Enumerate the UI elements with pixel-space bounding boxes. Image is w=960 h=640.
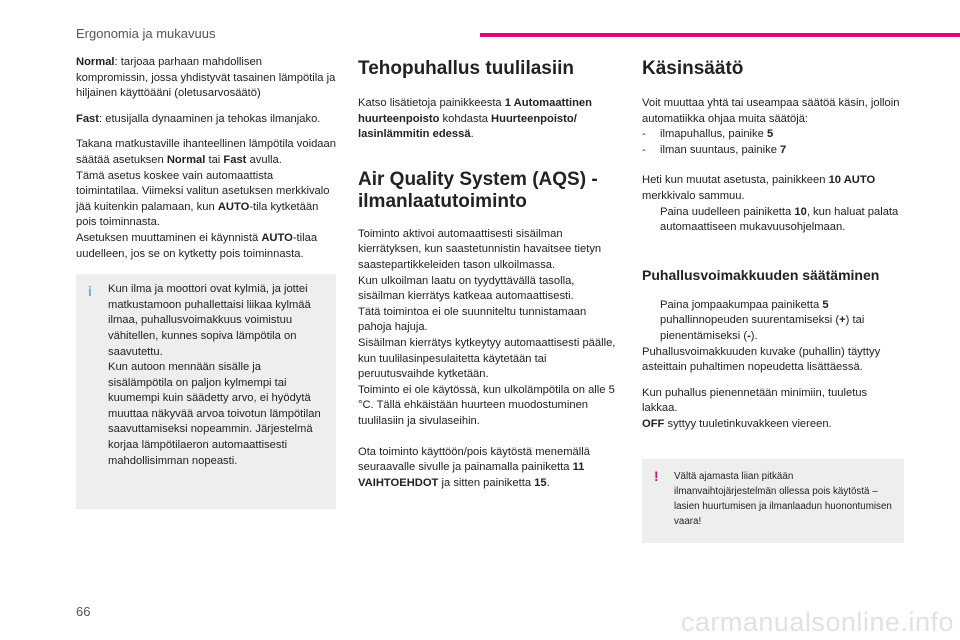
section-title: Ergonomia ja mukavuus	[76, 26, 216, 41]
paragraph-fan-icon: Puhallusvoimakkuuden kuvake (puhallin) täyttyy asteittain puhaltimen nopeudetta lisättäessä.	[642, 345, 881, 374]
column-right	[642, 58, 904, 543]
heading-tehopuhallus: Tehopuhallus tuulilasiin	[358, 58, 575, 79]
heading-aqs: Air Quality System (AQS) -ilmanlaatutoiminto	[358, 168, 598, 212]
bullet-press-fan: Paina jompaakumpaa painiketta 5 puhallinnopeuden suurentamiseksi (+) tai pienentämiseksi (-).	[660, 298, 865, 342]
paragraph-fan-min: Kun puhallus pienennetään minimiin, tuuletus lakkaa. OFF syttyy tuuletinkuvakkeen viereen.	[642, 386, 868, 430]
heading-kasinsaato: Käsinsäätö	[642, 58, 744, 79]
paragraph-fast: Fast: etusijalla dynaaminen ja tehokas ilmanjako.	[76, 112, 321, 125]
list-item-direction: - ilman suuntaus, painike 7	[642, 143, 787, 156]
paragraph-rear-passengers: Takana matkustaville ihanteellinen lämpötila voidaan säätää asetuksen Normal tai Fast avulla. Tämä asetus koskee vain automaattista toimintatilaa. Viimeksi valitun asetuksen merkkivalo jää kuitenkin palamaan, kun AUTO-tila kytketään pois toiminnasta. Asetuksen muuttaminen ei käynnistä AUTO-tilaa uudelleen, jos se on kytketty pois toiminnasta.	[76, 138, 336, 260]
warning-text: Vältä ajamasta liian pitkään ilmanvaihtojärjestelmän ollessa pois käytöstä – lasien huurtumisen ja ilmanlaadun huonontumisen vaara!	[674, 470, 892, 527]
column-left	[76, 55, 336, 509]
paragraph-tehopuhallus: Katso lisätietoja painikkeesta 1 Automaattinen huurteenpoisto kohdasta Huurteenpoisto/ lasinlämmitin edessä.	[358, 97, 592, 141]
column-middle	[358, 58, 622, 491]
page-number: 66	[76, 604, 91, 619]
watermark: carmanualsonline.info	[680, 607, 954, 637]
heading-puhallus: Puhallusvoimakkuuden säätäminen	[642, 266, 880, 283]
bullet-press-auto: Paina uudelleen painiketta 10, kun haluat palata automaattiseen mukavuusohjelmaan.	[660, 205, 899, 234]
info-text-1: Kun ilma ja moottori ovat kylmiä, ja jottei matkustamoon puhallettaisi liikaa kylmää ilmaa, puhallusvoimakkuus voimistuu vähitellen, kunnes sopiva lämpötila on saavutettu.	[108, 283, 311, 358]
paragraph-aqs-toggle: Ota toiminto käyttöön/pois käytöstä menemällä seuraavalle sivulle ja painamalla painiketta 11 VAIHTOEHDOT ja sitten painiketta 15.	[358, 445, 590, 489]
list-item-airflow: - ilmapuhallus, painike 5	[642, 128, 774, 141]
paragraph-auto-off: Heti kun muutat asetusta, painikkeen 10 AUTO merkkivalo sammuu.	[642, 174, 876, 202]
paragraph-aqs: Toiminto aktivoi automaattisesti sisäilman kierrätyksen, kun saastetunnistin havaitsee tietyn saastepartikkeleiden tason ulkoilmassa. Kun ulkoilman laatu on tyydyttävällä tasolla, sisäilman kierrätys katkeaa automaattisesti. Tätä toimintoa ei ole suunniteltu tunnistamaan pahoja hajuja. Sisäilman kierrätys kytkeytyy automaattisesti päälle, kun tuulilasinpesulaitetta käytetään tai peruutusvaihde kytketään. Toiminto ei ole käytössä, kun ulkolämpötila on alle 5 °C. Tällä ehkäistään huurteen muodostuminen tuulilasiin ja sivulaseihin.	[358, 227, 616, 427]
paragraph-normal: Normal: tarjoaa parhaan mahdollisen kompromissin, jossa yhdistyvät tasainen lämpötila ja hiljainen käyttöääni (oletusarvosäätö)	[76, 56, 336, 100]
info-box	[76, 274, 336, 509]
warning-box	[642, 459, 904, 543]
warning-icon: !	[654, 467, 659, 484]
header-accent-bar	[480, 33, 960, 37]
paragraph-manual-intro: Voit muuttaa yhtä tai useampaa säätöä käsin, jolloin automatiikka ohjaa muita säätöjä:	[642, 97, 900, 125]
info-icon: i	[88, 283, 92, 300]
info-text-2: Kun autoon mennään sisälle ja sisälämpötila on paljon kylmempi tai kuumempi kuin säädetty arvo, ei hyödytä muuttaa näkyvää arvoa toivotun lämpötilan saavuttamiseksi nopeammin. Järjestelmä korjaa lämpötilaeron automaattisesti mahdollisimman nopeasti.	[108, 361, 321, 467]
